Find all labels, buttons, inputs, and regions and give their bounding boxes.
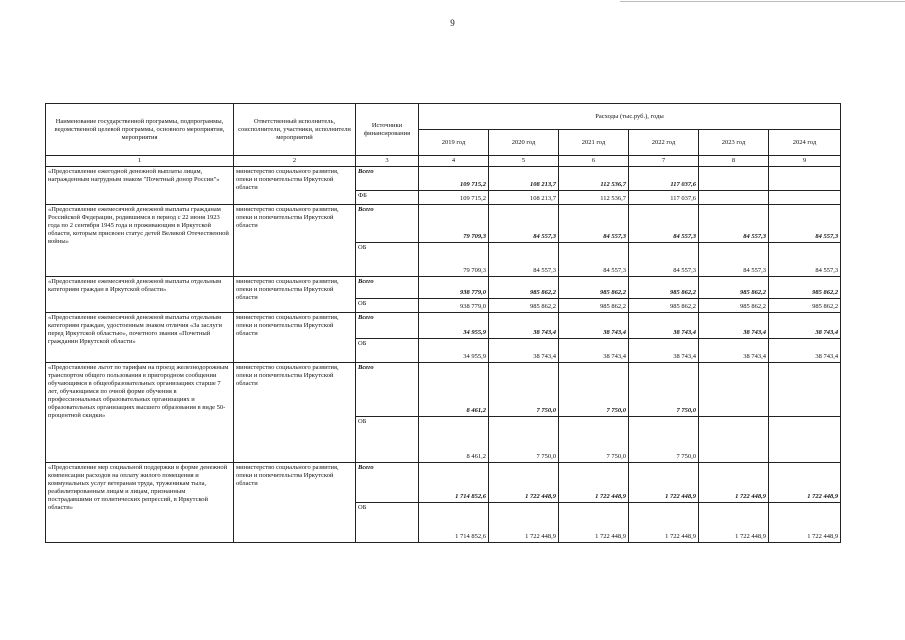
header-year: 2021 год [559, 130, 629, 156]
total-value: 1 722 448,9 [489, 463, 559, 503]
source-total-label: Всего [356, 463, 419, 503]
source-value: 38 743,4 [629, 339, 699, 363]
total-value: 938 779,0 [419, 277, 489, 299]
source-value: 1 722 448,9 [769, 503, 841, 543]
header-year: 2020 год [489, 130, 559, 156]
source-value [769, 417, 841, 463]
source-value: 84 557,3 [559, 243, 629, 277]
source-value: 985 862,2 [489, 299, 559, 313]
total-value: 8 461,2 [419, 363, 489, 417]
total-value: 38 743,4 [699, 313, 769, 339]
total-value [769, 167, 841, 191]
source-value: 84 557,3 [769, 243, 841, 277]
source-total-label: Всего [356, 167, 419, 191]
source-total-label: Всего [356, 205, 419, 243]
column-number: 3 [356, 156, 419, 167]
source-value: 117 037,6 [629, 191, 699, 205]
total-value: 1 722 448,9 [699, 463, 769, 503]
source-value: 985 862,2 [699, 299, 769, 313]
source-value: 79 709,3 [419, 243, 489, 277]
program-row-total [46, 277, 841, 299]
source-value: 38 743,4 [489, 339, 559, 363]
total-value: 109 715,2 [419, 167, 489, 191]
total-value: 985 862,2 [559, 277, 629, 299]
source-value: 7 750,0 [559, 417, 629, 463]
page-number: 9 [450, 18, 455, 28]
header-name: Наименование государственной программы, подпрограммы, ведомственной целевой программы, основного мероприятия, мероприятия [46, 104, 234, 156]
program-executor: министерство социального развития, опеки и попечительства Иркутской области [234, 363, 356, 463]
header-year: 2022 год [629, 130, 699, 156]
column-number: 9 [769, 156, 841, 167]
source-value [699, 191, 769, 205]
total-value: 117 037,6 [629, 167, 699, 191]
total-value: 79 709,3 [419, 205, 489, 243]
source-value: 1 714 852,6 [419, 503, 489, 543]
source-value: 38 743,4 [769, 339, 841, 363]
program-name: «Предоставление ежегодной денежной выплаты лицам, награжденным нагрудным знаком "Почетный донор России"» [46, 167, 234, 205]
program-executor: министерство социального развития, опеки и попечительства Иркутской области [234, 313, 356, 363]
source-value: 938 779,0 [419, 299, 489, 313]
source-value: 1 722 448,9 [629, 503, 699, 543]
total-value [769, 363, 841, 417]
source-value: 38 743,4 [699, 339, 769, 363]
program-executor: министерство социального развития, опеки и попечительства Иркутской области [234, 167, 356, 205]
source-value: 112 536,7 [559, 191, 629, 205]
source-value: 34 955,9 [419, 339, 489, 363]
program-row-total [46, 363, 841, 417]
source-value: 108 213,7 [489, 191, 559, 205]
source-value: 84 557,3 [699, 243, 769, 277]
program-row-total [46, 205, 841, 243]
program-name: «Предоставление мер социальной поддержки в форме денежной компенсации расходов на оплату жилого помещения и коммунальных услуг ветеранам труда, труженикам тыла, реабилитированным лицам и лицам, признанным пострадавшими от политических репрессий, в Иркутской области» [46, 463, 234, 543]
source-value: 38 743,4 [559, 339, 629, 363]
total-value: 1 722 448,9 [559, 463, 629, 503]
program-name: «Предоставление ежемесячной денежной выплаты гражданам Российской Федерации, родившимся в период с 22 июня 1923 года по 2 сентября 1945 года и проживающим в Иркутской области, которым присвоен статус детей Великой Отечественной войны» [46, 205, 234, 277]
column-number: 4 [419, 156, 489, 167]
program-name: «Предоставление ежемесячной денежной выплаты отдельным категориям граждан, удостоенным знаком отличия «За заслуги перед Иркутской областью», почетного звания «Почетный гражданин Иркутской области» [46, 313, 234, 363]
total-value: 38 743,4 [559, 313, 629, 339]
header-executor: Ответственный исполнитель, соисполнители, участники, исполнители мероприятий [234, 104, 356, 156]
total-value: 84 557,3 [489, 205, 559, 243]
source-label: ОБ [356, 299, 419, 313]
source-total-label: Всего [356, 363, 419, 417]
header-year: 2024 год [769, 130, 841, 156]
source-value: 1 722 448,9 [559, 503, 629, 543]
total-value: 985 862,2 [489, 277, 559, 299]
source-value: 84 557,3 [629, 243, 699, 277]
column-number: 1 [46, 156, 234, 167]
source-label: ОБ [356, 243, 419, 277]
total-value: 1 714 852,6 [419, 463, 489, 503]
total-value: 7 750,0 [629, 363, 699, 417]
total-value: 108 213,7 [489, 167, 559, 191]
total-value: 112 536,7 [559, 167, 629, 191]
column-number: 8 [699, 156, 769, 167]
total-value: 985 862,2 [629, 277, 699, 299]
source-label: ОБ [356, 417, 419, 463]
column-number: 2 [234, 156, 356, 167]
total-value: 38 743,4 [629, 313, 699, 339]
program-executor: министерство социального развития, опеки и попечительства Иркутской области [234, 463, 356, 543]
source-value: 985 862,2 [559, 299, 629, 313]
source-label: ОБ [356, 339, 419, 363]
header-expenses: Расходы (тыс.руб.), годы [419, 104, 841, 130]
total-value: 7 750,0 [559, 363, 629, 417]
total-value: 84 557,3 [769, 205, 841, 243]
source-value: 8 461,2 [419, 417, 489, 463]
program-row-total [46, 313, 841, 339]
source-value: 7 750,0 [629, 417, 699, 463]
program-executor: министерство социального развития, опеки и попечительства Иркутской области [234, 205, 356, 277]
source-value: 84 557,3 [489, 243, 559, 277]
source-total-label: Всего [356, 277, 419, 299]
source-value [699, 417, 769, 463]
source-value [769, 191, 841, 205]
total-value: 34 955,9 [419, 313, 489, 339]
total-value: 84 557,3 [629, 205, 699, 243]
header-year: 2023 год [699, 130, 769, 156]
total-value: 84 557,3 [699, 205, 769, 243]
program-row-total [46, 463, 841, 503]
header-year: 2019 год [419, 130, 489, 156]
total-value [699, 363, 769, 417]
program-name: «Предоставление льгот по тарифам на проезд железнодорожным транспортом общего пользования в пригородном сообщении обучающимся в общеобразовательных организациях старше 7 лет, обучающимся по очной форме обучения в профессиональных образовательных организациях и образовательных организациях высшего образования в виде 50-процентной скидки» [46, 363, 234, 463]
source-label: ФБ [356, 191, 419, 205]
total-value: 7 750,0 [489, 363, 559, 417]
program-row-total [46, 167, 841, 191]
source-value: 1 722 448,9 [699, 503, 769, 543]
total-value: 1 722 448,9 [629, 463, 699, 503]
total-value: 84 557,3 [559, 205, 629, 243]
source-value: 985 862,2 [769, 299, 841, 313]
total-value: 1 722 448,9 [769, 463, 841, 503]
program-name: «Предоставление ежемесячной денежной выплаты отдельным категориям граждан в Иркутской области» [46, 277, 234, 313]
source-value: 985 862,2 [629, 299, 699, 313]
source-value: 7 750,0 [489, 417, 559, 463]
total-value: 38 743,4 [489, 313, 559, 339]
source-value: 1 722 448,9 [489, 503, 559, 543]
source-total-label: Всего [356, 313, 419, 339]
program-executor: министерство социального развития, опеки и попечительства Иркутской области [234, 277, 356, 313]
total-value [699, 167, 769, 191]
column-number: 6 [559, 156, 629, 167]
total-value: 985 862,2 [769, 277, 841, 299]
column-number: 5 [489, 156, 559, 167]
source-value: 109 715,2 [419, 191, 489, 205]
expenses-table [45, 103, 841, 543]
total-value: 985 862,2 [699, 277, 769, 299]
column-number: 7 [629, 156, 699, 167]
header-source: Источники финансирования [356, 104, 419, 156]
source-label: ОБ [356, 503, 419, 543]
total-value: 38 743,4 [769, 313, 841, 339]
top-edge-line [620, 1, 905, 2]
